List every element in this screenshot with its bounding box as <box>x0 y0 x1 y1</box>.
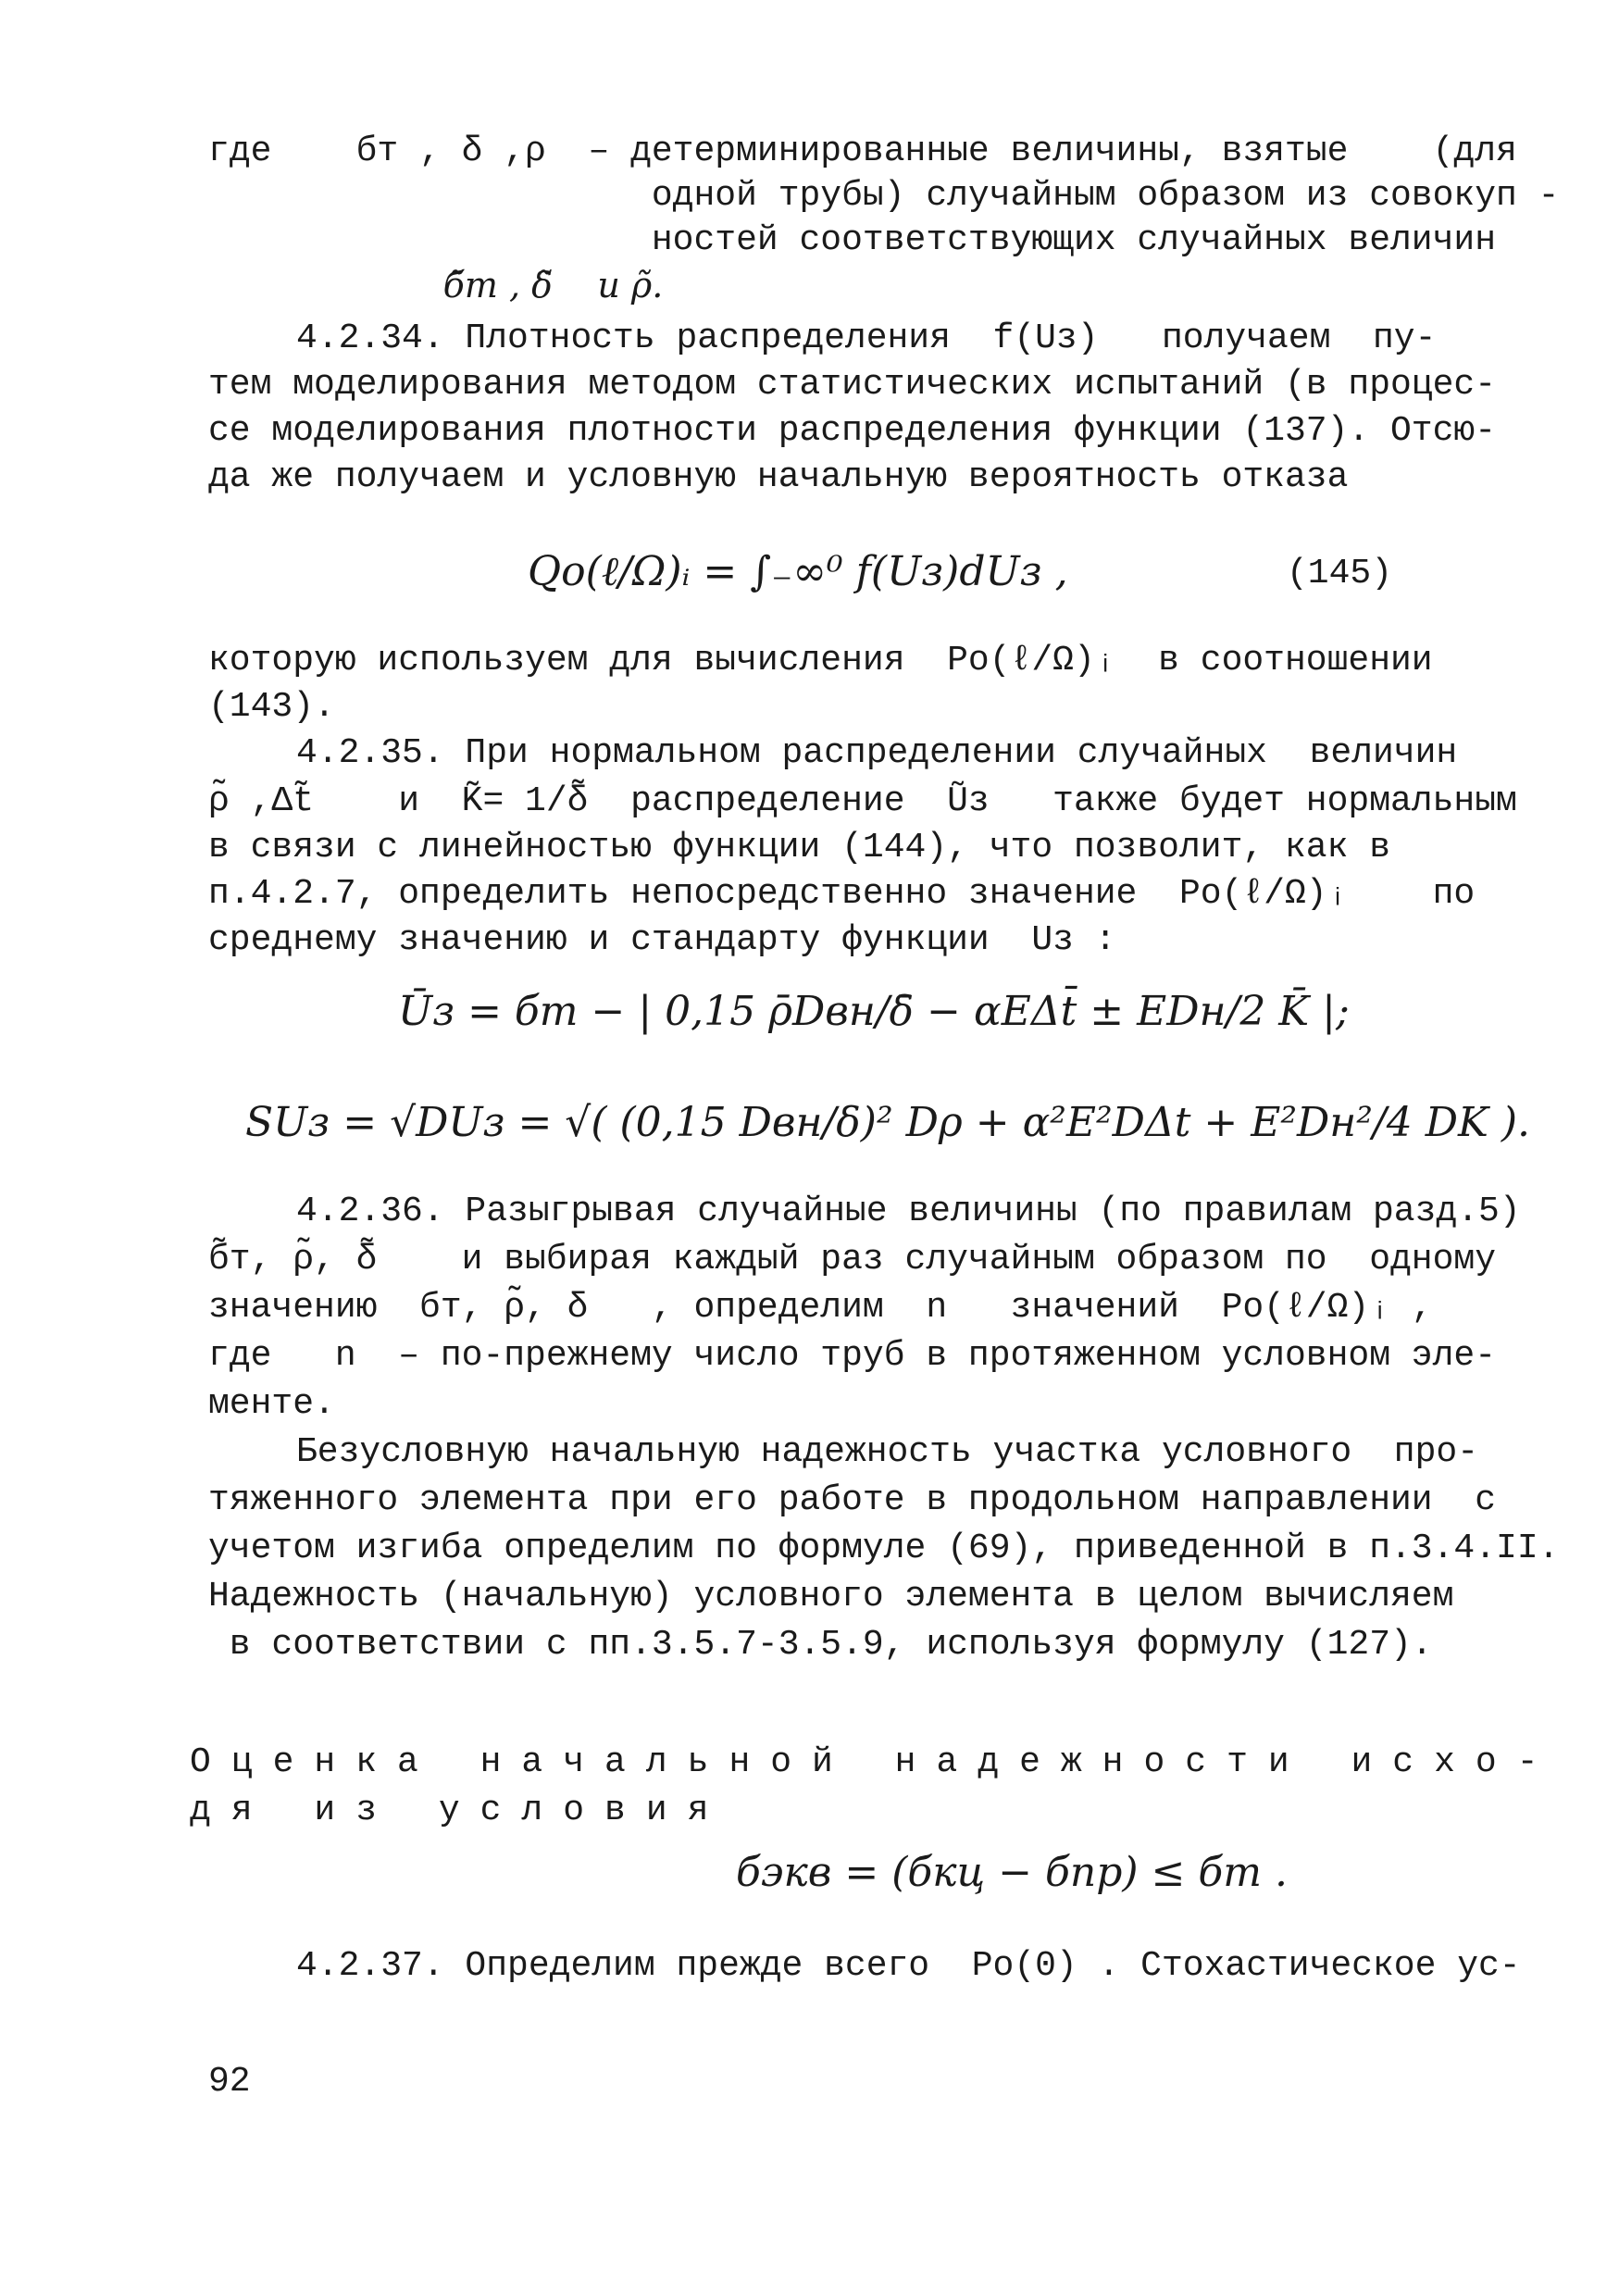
text-line: (143). <box>208 687 335 727</box>
section-heading: Оценка начальной надежности исхо- <box>190 1742 1559 1782</box>
text-line: ностей соответствующих случайных величин <box>208 220 1497 260</box>
text-line: п.4.2.7, определить непосредственно значение Po(ℓ/Ω)ᵢ по <box>208 874 1476 914</box>
text-line: 4.2.36. Разыгрывая случайные величины (по правилам разд.5) <box>296 1192 1521 1231</box>
equation-std-u3: SUз = √DUз = √( (0,15 Dвн/δ)² Dρ + α²E²DΔt + E²Dн²/4 DK ). <box>245 1099 1530 1146</box>
text-line: учетом изгиба определим по формуле (69), приведенной в п.3.4.II. <box>208 1529 1560 1568</box>
text-line: 4.2.37. Определим прежде всего Po(0) . Стохастическое ус- <box>296 1946 1521 1986</box>
text-line: одной трубы) случайным образом из совокуп - <box>208 176 1560 216</box>
text-line: Надежность (начальную) условного элемента в целом вычисляем <box>208 1577 1454 1616</box>
equation-condition: бэкв = (бкц − бпр) ≤ бт . <box>736 1849 1288 1896</box>
equation-145: Qo(ℓ/Ω)ᵢ = ∫₋∞⁰ f(Uз)dUз , <box>528 548 1068 595</box>
text-line: значению бт, ρ̃, δ , определим n значений Po(ℓ/Ω)ᵢ , <box>208 1288 1433 1328</box>
page-number: 92 <box>208 2062 251 2102</box>
text-line: ρ̃ ,Δt̃ и K̃= 1/δ̃ распределение Ũз также будет нормальным <box>208 781 1517 821</box>
text-line: которую используем для вычисления Po(ℓ/Ω)ᵢ в соотношении <box>208 641 1433 680</box>
text-line: в соответствии с пп.3.5.7-3.5.9, используя формулу (127). <box>208 1625 1433 1665</box>
text-line: в связи с линейностью функции (144), что позволит, как в <box>208 828 1391 867</box>
text-line: б̃т, ρ̃, δ̃ и выбирая каждый раз случайным образом по одному <box>208 1240 1497 1279</box>
text-line: где бт , δ ,ρ – детерминированные величины, взятые (для <box>208 131 1517 171</box>
text-line: б̃т , δ̃ и ρ̃. <box>208 265 664 306</box>
section-heading: дя из условия <box>190 1791 729 1830</box>
text-line: се моделирования плотности распределения функции (137). Отсю- <box>208 411 1497 451</box>
text-line: Безусловную начальную надежность участка условного про- <box>296 1432 1479 1472</box>
text-line: где n – по-прежнему число труб в протяженном условном эле- <box>208 1336 1497 1376</box>
equation-mean-u3: Ūз = бт − | 0,15 ρ̄Dвн/δ̄ − αEΔt̄ ± EDн/2 K̄ |; <box>398 988 1350 1035</box>
text-line: 4.2.34. Плотность распределения f(Uз) получаем пу- <box>296 318 1437 358</box>
text-line: тем моделирования методом статистических испытаний (в процес- <box>208 365 1497 405</box>
text-line: среднему значению и стандарту функции Uз : <box>208 920 1116 960</box>
text-line: 4.2.35. При нормальном распределении случайных величин <box>296 733 1458 773</box>
text-line: менте. <box>208 1384 335 1424</box>
text-line: да же получаем и условную начальную вероятность отказа <box>208 457 1349 497</box>
text-line: тяженного элемента при его работе в продольном направлении с <box>208 1480 1497 1520</box>
equation-number: (145) <box>1287 554 1393 593</box>
